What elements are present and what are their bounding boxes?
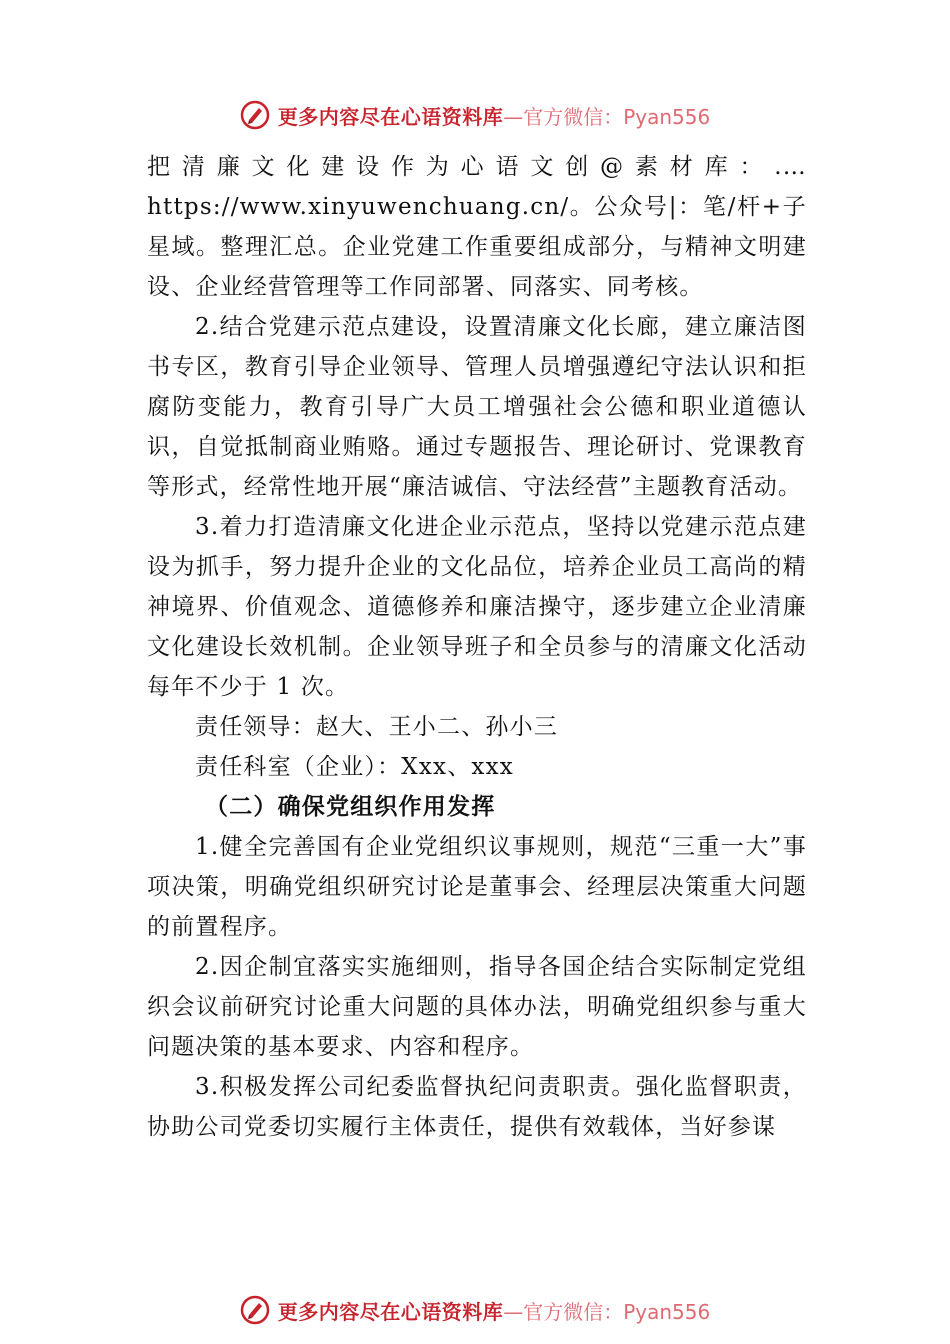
header-banner (0, 95, 950, 135)
banner-wechat: —官方微信：Pyan556 (503, 1299, 711, 1324)
banner-wechat: —官方微信：Pyan556 (503, 104, 711, 129)
paragraph-5: 2.因企制宜落实实施细则，指导各国企结合实际制定党组织会议前研究讨论重大问题的具体办法，明确党组织参与重大问题决策的基本要求、内容和程序。 (147, 954, 807, 1060)
paragraph-4: 1.健全完善国有企业党组织议事规则，规范“三重一大”事项决策，明确党组织研究讨论是董事会、经理层决策重大问题的前置程序。 (147, 834, 807, 940)
section-heading: （二）确保党组织作用发挥 (205, 793, 496, 820)
banner-title: 更多内容尽在心语资料库 (277, 1299, 504, 1324)
logo-icon (240, 100, 270, 130)
logo-icon (240, 1295, 270, 1325)
paragraph-3: 3.着力打造清廉文化进企业示范点，坚持以党建示范点建设为抓手，努力提升企业的文化品位，培养企业员工高尚的精神境界、价值观念、道德修养和廉洁操守，逐步建立企业清廉文化建设长效机制。企业领导班子和全员参与的清廉文化活动每年不少于 1 次。 (147, 514, 807, 700)
responsible-leaders: 责任领导：赵大、王小二、孙小三 (195, 714, 558, 740)
paragraph-1: 把清廉文化建设作为心语文创@素材库：.…https://www.xinyuwenchuang.cn/。公众号|：笔/杆+子星域。整理汇总。企业党建工作重要组成部分，与精神文明建设、企业经营管理等工作同部署、同落实、同考核。 (147, 154, 807, 300)
document-body (147, 147, 807, 1147)
banner-title: 更多内容尽在心语资料库 (277, 104, 504, 129)
paragraph-2: 2.结合党建示范点建设，设置清廉文化长廊，建立廉洁图书专区，教育引导企业领导、管理人员增强遵纪守法认识和拒腐防变能力，教育引导广大员工增强社会公德和职业道德认识，自觉抵制商业贿赂。通过专题报告、理论研讨、党课教育等形式，经常性地开展“廉洁诚信、守法经营”主题教育活动。 (147, 314, 807, 500)
footer-banner (0, 1290, 950, 1330)
paragraph-6: 3.积极发挥公司纪委监督执纪问责职责。强化监督职责，协助公司党委切实履行主体责任，提供有效载体，当好参谋 (147, 1074, 807, 1140)
responsible-department: 责任科室（企业）：Xxx、xxx (195, 754, 514, 780)
